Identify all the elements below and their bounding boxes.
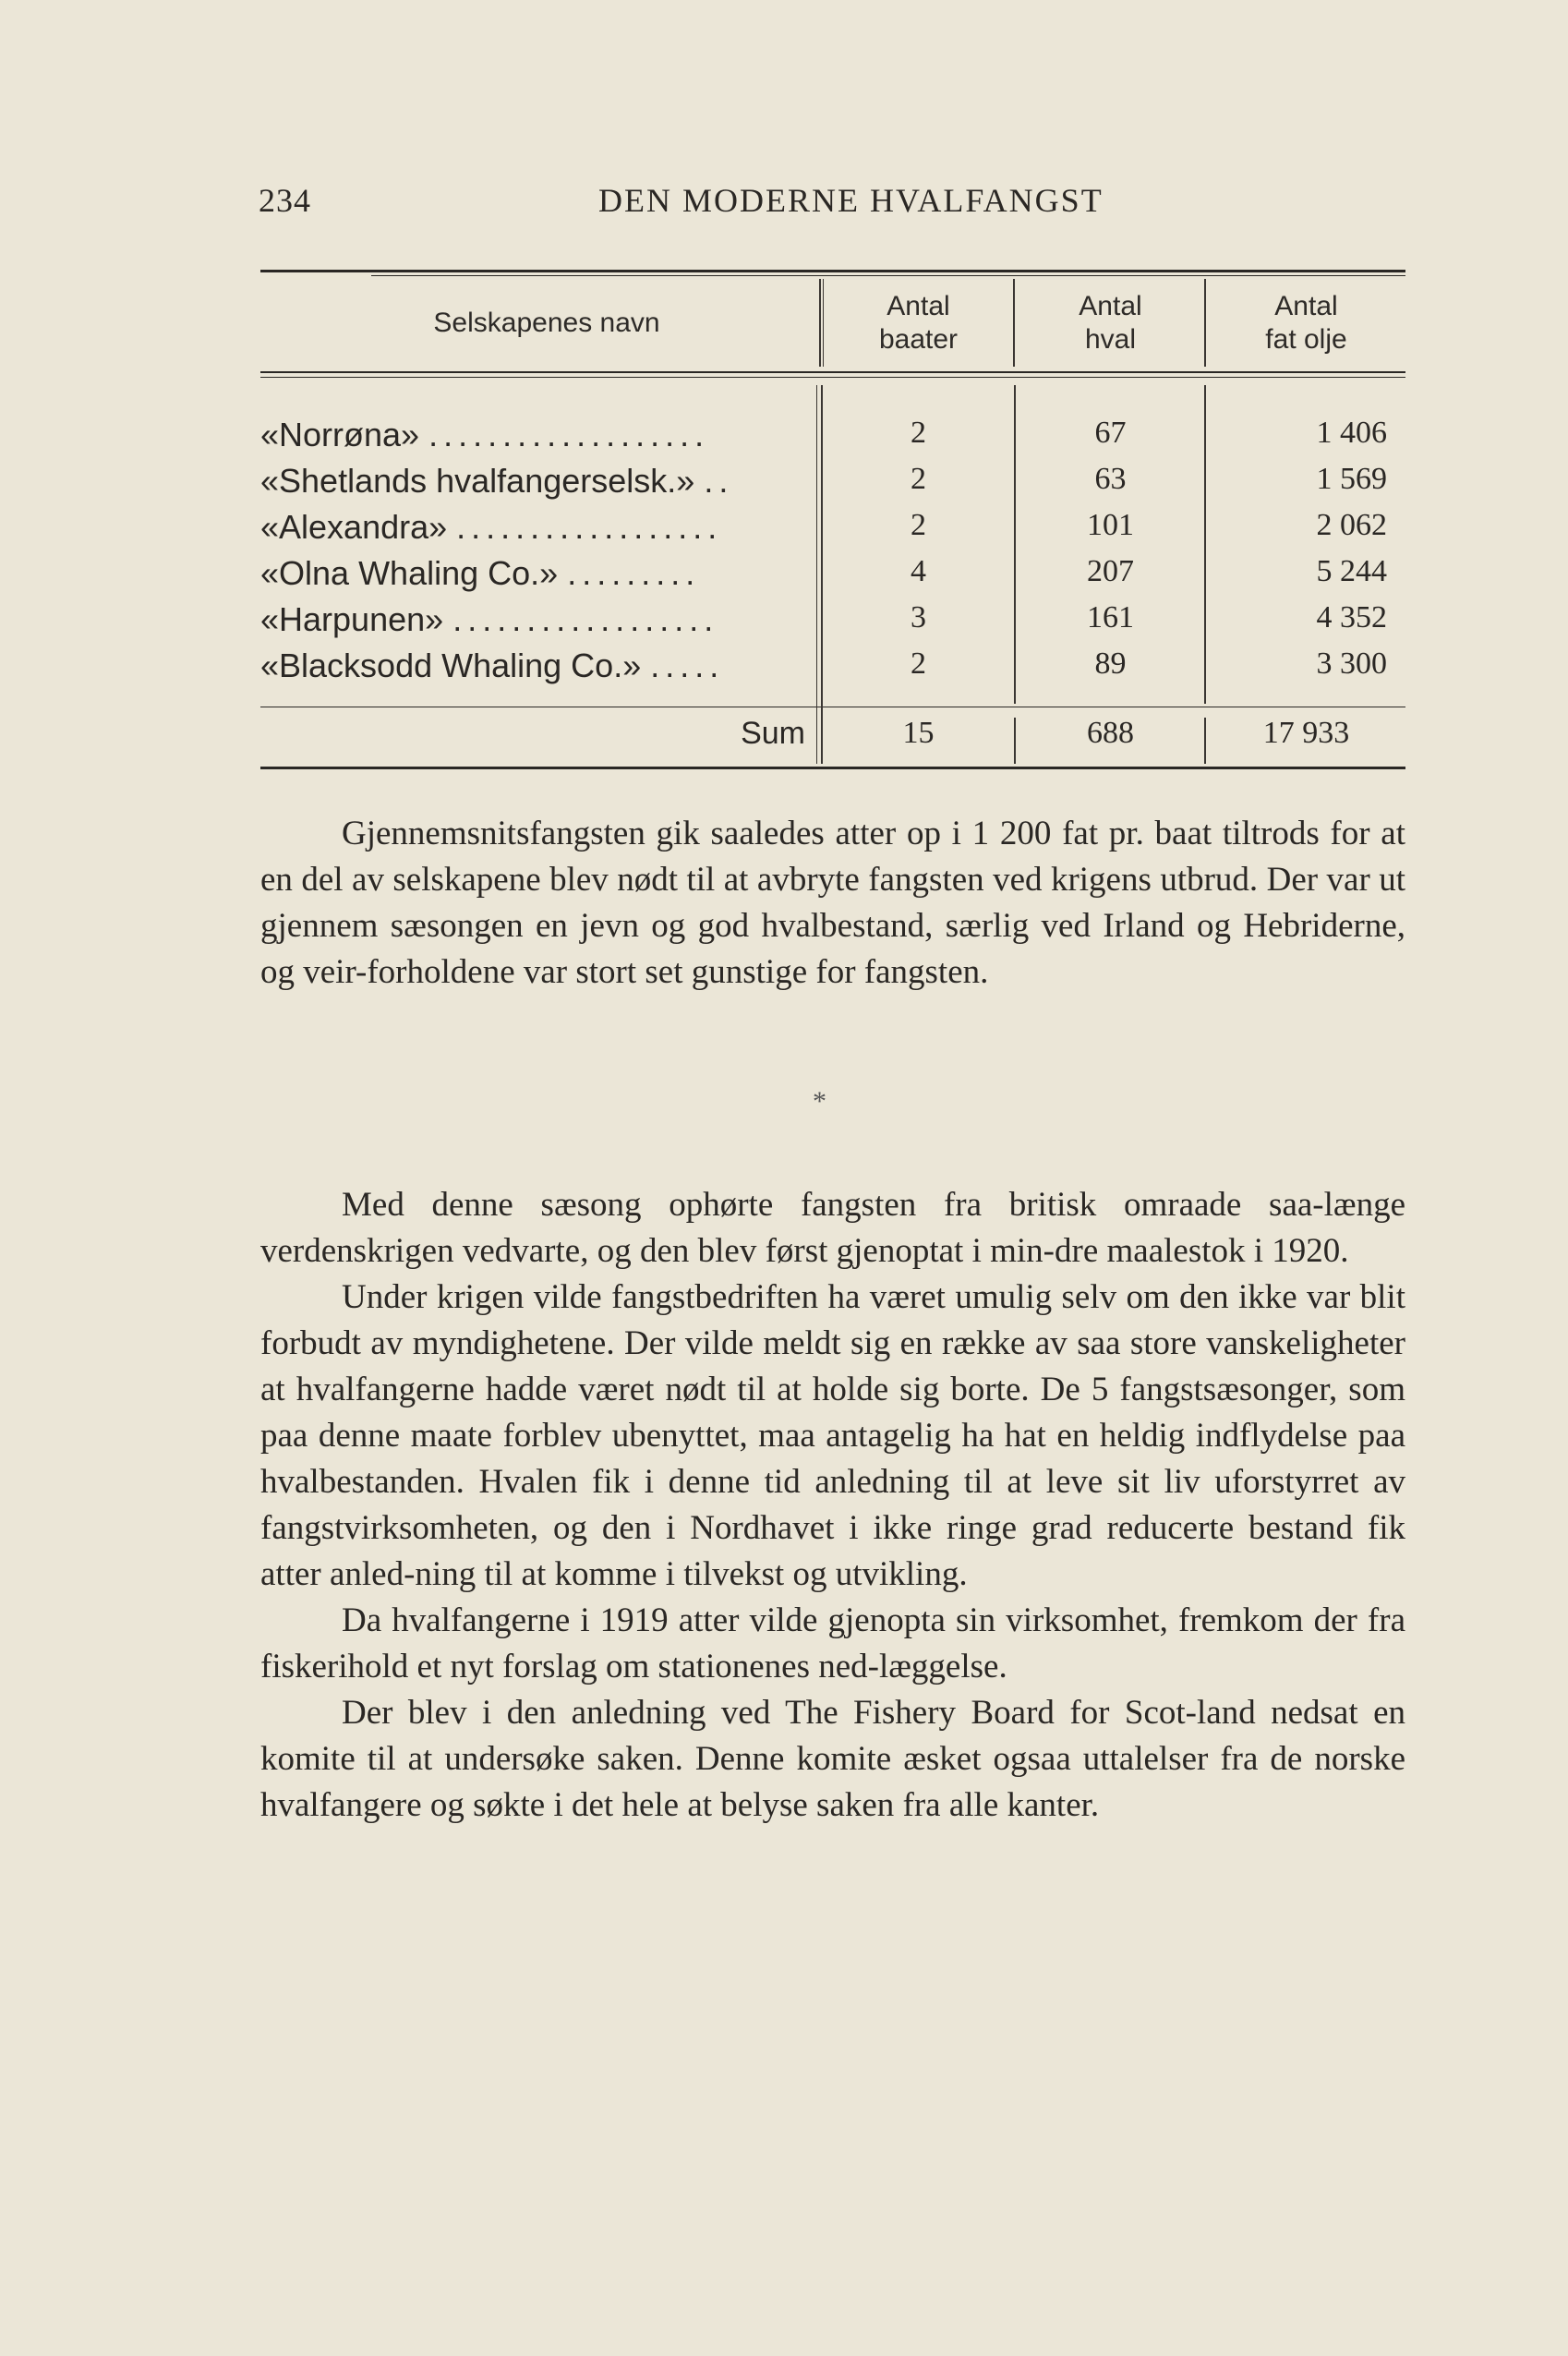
column-header-boats: [824, 290, 1013, 356]
sum-boats: 15: [902, 716, 935, 750]
header-bottom-rule-thin: [260, 377, 1405, 378]
table-row: [260, 416, 1405, 462]
table-top-rule-thin: [371, 275, 1405, 276]
sum-whales: 688: [1087, 716, 1134, 750]
company-name: «Harpunen» ..................: [260, 600, 719, 638]
column-header-oil-line1: Antal: [1274, 291, 1338, 321]
column-header-boats-line1: Antal: [887, 291, 950, 321]
company-name: «Shetlands hvalfangerselsk.» ..: [260, 462, 734, 500]
boats-value: 3: [911, 600, 926, 634]
boats-value: 2: [911, 646, 926, 681]
table-row: [260, 508, 1405, 554]
whales-value: 63: [1094, 462, 1127, 496]
oil-value: 1 406: [1316, 416, 1387, 450]
page-header: [259, 181, 1404, 225]
boats-value: 2: [911, 462, 926, 496]
boats-value: 2: [911, 508, 926, 542]
column-header-oil-line2: fat olje: [1265, 324, 1347, 355]
whales-value: 207: [1087, 554, 1134, 588]
oil-value: 3 300: [1316, 646, 1387, 681]
table-row: [260, 462, 1405, 508]
section-separator: *: [813, 1086, 826, 1117]
column-header-boats-line2: baater: [878, 324, 959, 355]
table-bottom-rule: [260, 767, 1405, 769]
column-header-whales: [1016, 290, 1205, 356]
table-row: [260, 600, 1405, 646]
oil-value: 4 352: [1316, 600, 1387, 634]
page-number: 234: [259, 182, 311, 219]
company-name: «Blacksodd Whaling Co.» .....: [260, 646, 725, 684]
table-row: [260, 646, 1405, 693]
table-row: [260, 554, 1405, 600]
whaling-table: [260, 270, 1405, 773]
column-separator: [1013, 279, 1015, 367]
whales-value: 101: [1087, 508, 1134, 542]
header-bottom-rule: [260, 371, 1405, 373]
boats-value: 2: [911, 416, 926, 450]
oil-value: 5 244: [1316, 554, 1387, 588]
paragraph: Da hvalfangerne i 1919 atter vilde gjenopta sin virksomhet, fremkom der fra fiskerihold et nyt forslag om stationenes ned-læggelse.: [260, 1601, 1405, 1685]
company-name: «Norrøna» ...................: [260, 416, 710, 453]
oil-value: 1 569: [1316, 462, 1387, 496]
company-name: «Olna Whaling Co.» .........: [260, 554, 701, 592]
column-header-name: Selskapenes navn: [433, 308, 660, 338]
boats-value: 4: [911, 554, 926, 588]
whales-value: 89: [1094, 646, 1127, 681]
sum-oil: 17 933: [1262, 716, 1350, 750]
whales-value: 67: [1094, 416, 1127, 450]
whales-value: 161: [1087, 600, 1134, 634]
table-top-rule: [260, 270, 1405, 272]
paragraph: Med denne sæsong ophørte fangsten fra britisk omraade saa-længe verdenskrigen vedvarte, og den blev først gjenoptat i min-dre maalestok i 1920.: [260, 1186, 1405, 1270]
column-separator: [819, 279, 821, 367]
sum-label: Sum: [741, 716, 805, 751]
column-header-whales-line2: hval: [1084, 324, 1137, 355]
paragraph-block-2: [260, 1182, 1405, 1829]
running-head: DEN MODERNE HVALFANGST: [598, 182, 1104, 219]
column-header-whales-line1: Antal: [1079, 291, 1142, 321]
column-header-oil: [1207, 290, 1405, 356]
paragraph: Gjennemsnitsfangsten gik saaledes atter op i 1 200 fat pr. baat tiltrods for at en del av selskapene blev nødt til at avbryte fangsten ved krigens utbrud. Der var ut gjennem sæsongen en jevn og god hvalbestand, særlig ved Irland og Hebriderne, og veir-forholdene var stort set gunstige for fangsten.: [260, 815, 1405, 991]
company-name: «Alexandra» ..................: [260, 508, 723, 546]
sum-row: [260, 716, 1405, 762]
paragraph: Under krigen vilde fangstbedriften ha været umulig selv om den ikke var blit forbudt av myndighetene. Der vilde meldt sig en række av saa store vanskeligheter at hvalfangerne hadde været nødt til at holde sig borte. De 5 fangstsæsonger, som paa denne maate forblev ubenyttet, maa antagelig ha hat en heldig indflydelse paa hvalbestanden. Hvalen fik i denne tid anledning til at leve sit liv uforstyrret av fangstvirksomheten, og den i Nordhavet i ikke ringe grad reducerte bestand fik atter anled-ning til at komme i tilvekst og utvikling.: [260, 1278, 1405, 1593]
paragraph-block-1: [260, 811, 1405, 996]
oil-value: 2 062: [1316, 508, 1387, 542]
paragraph: Der blev i den anledning ved The Fishery Board for Scot-land nedsat en komite til at undersøke saken. Denne komite æsket ogsaa uttalelser fra de norske hvalfangere og søkte i det hele at belyse saken fra alle kanter.: [260, 1694, 1405, 1824]
